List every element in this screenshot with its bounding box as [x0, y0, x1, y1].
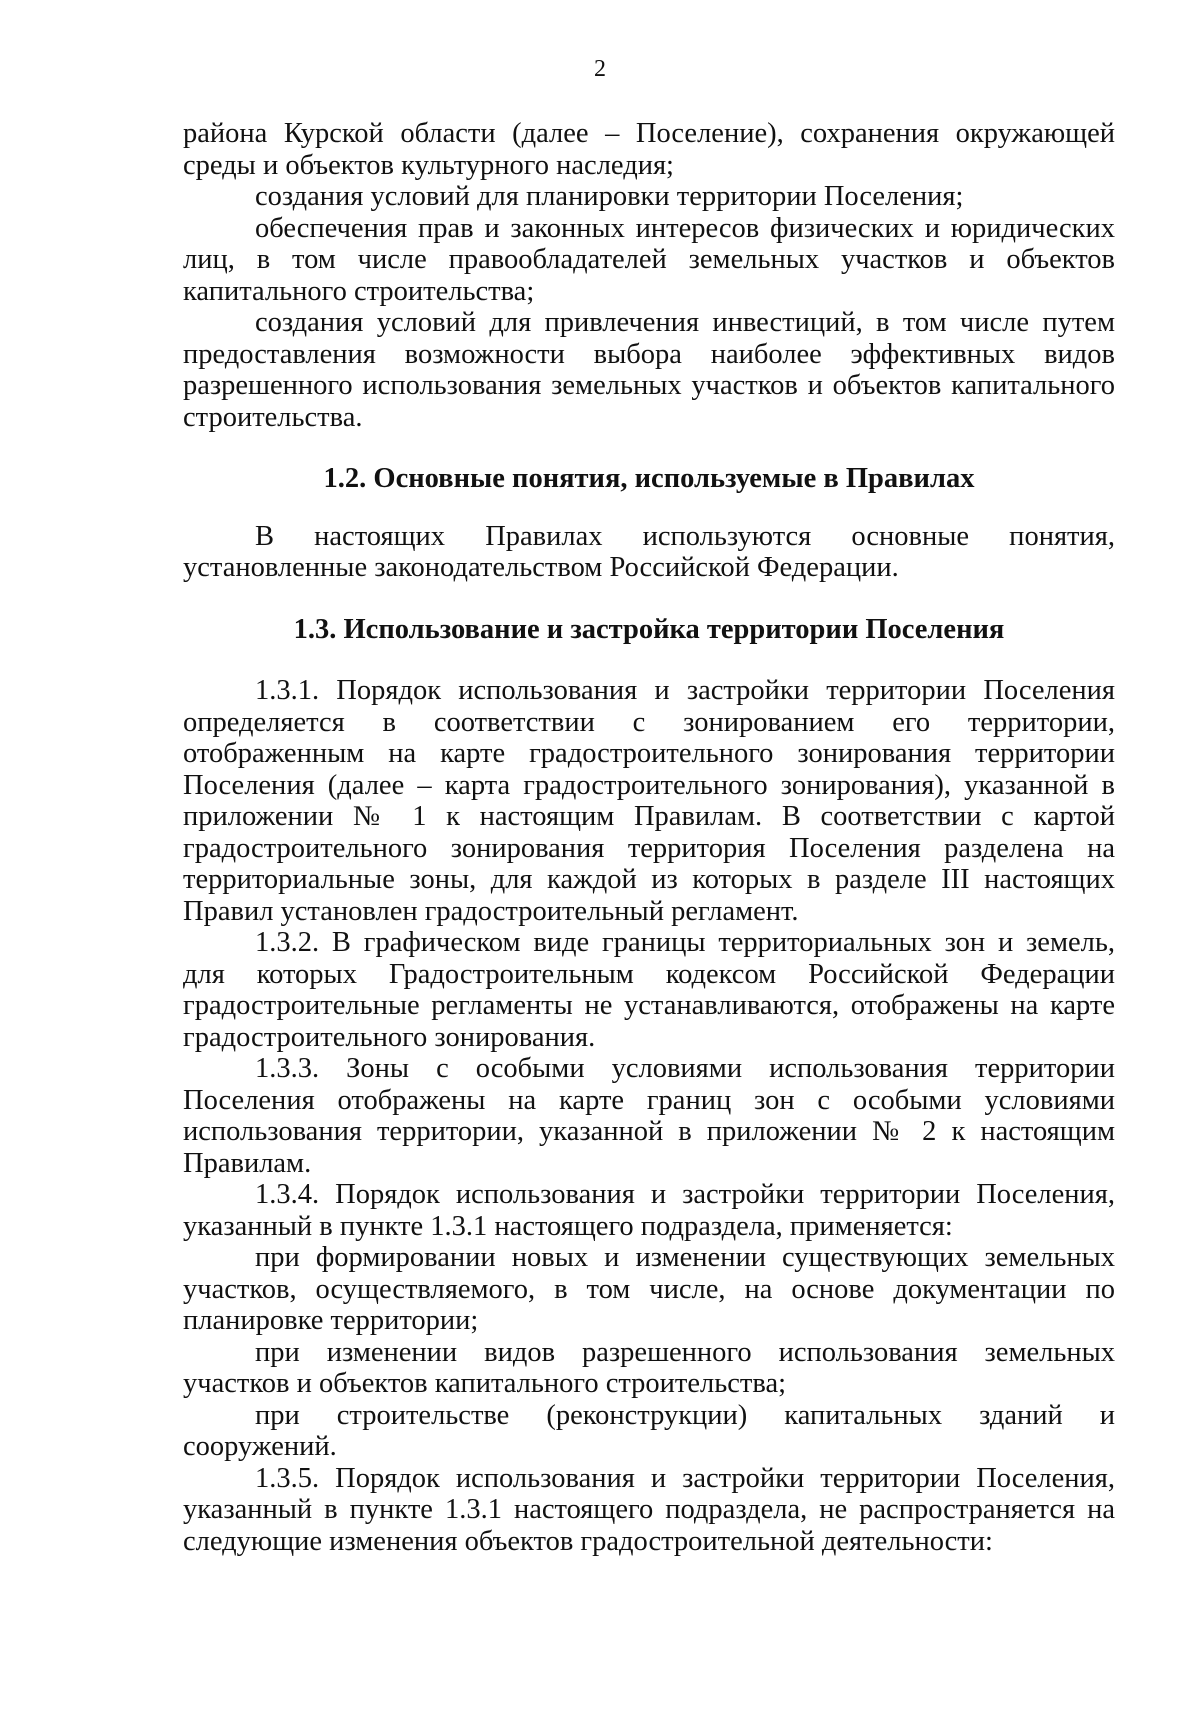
clause-1-3-3: 1.3.3. Зоны с особыми условиями использования территории Поселения отображены на карте границ зон с особыми условиями использования территории, указанной в приложении № 2 к настоящим Правилам.: [183, 1053, 1115, 1179]
paragraph: В настоящих Правилах используются основные понятия, установленные законодательством Российской Федерации.: [183, 520, 1115, 583]
section-heading-1-2: 1.2. Основные понятия, используемые в Правилах: [323, 463, 975, 494]
clause-1-3-1: 1.3.1. Порядок использования и застройки территории Поселения определяется в соответствии с зонированием его территории, отображенным на карте градостроительного зонирования территории Поселения (далее – карта градостроительного зонирования), указанной в приложении № 1 к настоящим Правилам. В соответствии с картой градостроительного зонирования территория Поселения разделена на территориальные зоны, для каждой из которых в разделе III настоящих Правил установлен градостроительный регламент.: [183, 675, 1115, 927]
page-number: 2: [594, 56, 606, 82]
list-item: при строительстве (реконструкции) капитальных зданий и сооружений.: [183, 1399, 1115, 1462]
section-heading-1-3: 1.3. Использование и застройка территории Поселения: [293, 613, 1005, 645]
clause-1-3-5: 1.3.5. Порядок использования и застройки территории Поселения, указанный в пункте 1.3.1 настоящего подраздела, не распространяется на следующие изменения объектов градостроительной деятельности:: [183, 1462, 1115, 1557]
list-item: при изменении видов разрешенного использования земельных участков и объектов капитального строительства;: [183, 1336, 1115, 1399]
paragraph: создания условий для привлечения инвестиций, в том числе путем предоставления возможности выбора наиболее эффективных видов разрешенного использования земельных участков и объектов капитального строительства.: [183, 307, 1115, 433]
clause-1-3-4: 1.3.4. Порядок использования и застройки территории Поселения, указанный в пункте 1.3.1 настоящего подраздела, применяется:: [183, 1179, 1115, 1242]
document-body: [183, 118, 1115, 1557]
paragraph-continuation: района Курской области (далее – Поселение), сохранения окружающей среды и объектов культурного наследия;: [183, 118, 1115, 181]
paragraph: создания условий для планировки территории Поселения;: [255, 181, 964, 212]
paragraph: обеспечения прав и законных интересов физических и юридических лиц, в том числе правообладателей земельных участков и объектов капитального строительства;: [183, 212, 1115, 307]
clause-1-3-2: 1.3.2. В графическом виде границы территориальных зон и земель, для которых Градостроительным кодексом Российской Федерации градостроительные регламенты не устанавливаются, отображены на карте градостроительного зонирования.: [183, 927, 1115, 1053]
list-item: при формировании новых и изменении существующих земельных участков, осуществляемого, в том числе, на основе документации по планировке территории;: [183, 1242, 1115, 1336]
